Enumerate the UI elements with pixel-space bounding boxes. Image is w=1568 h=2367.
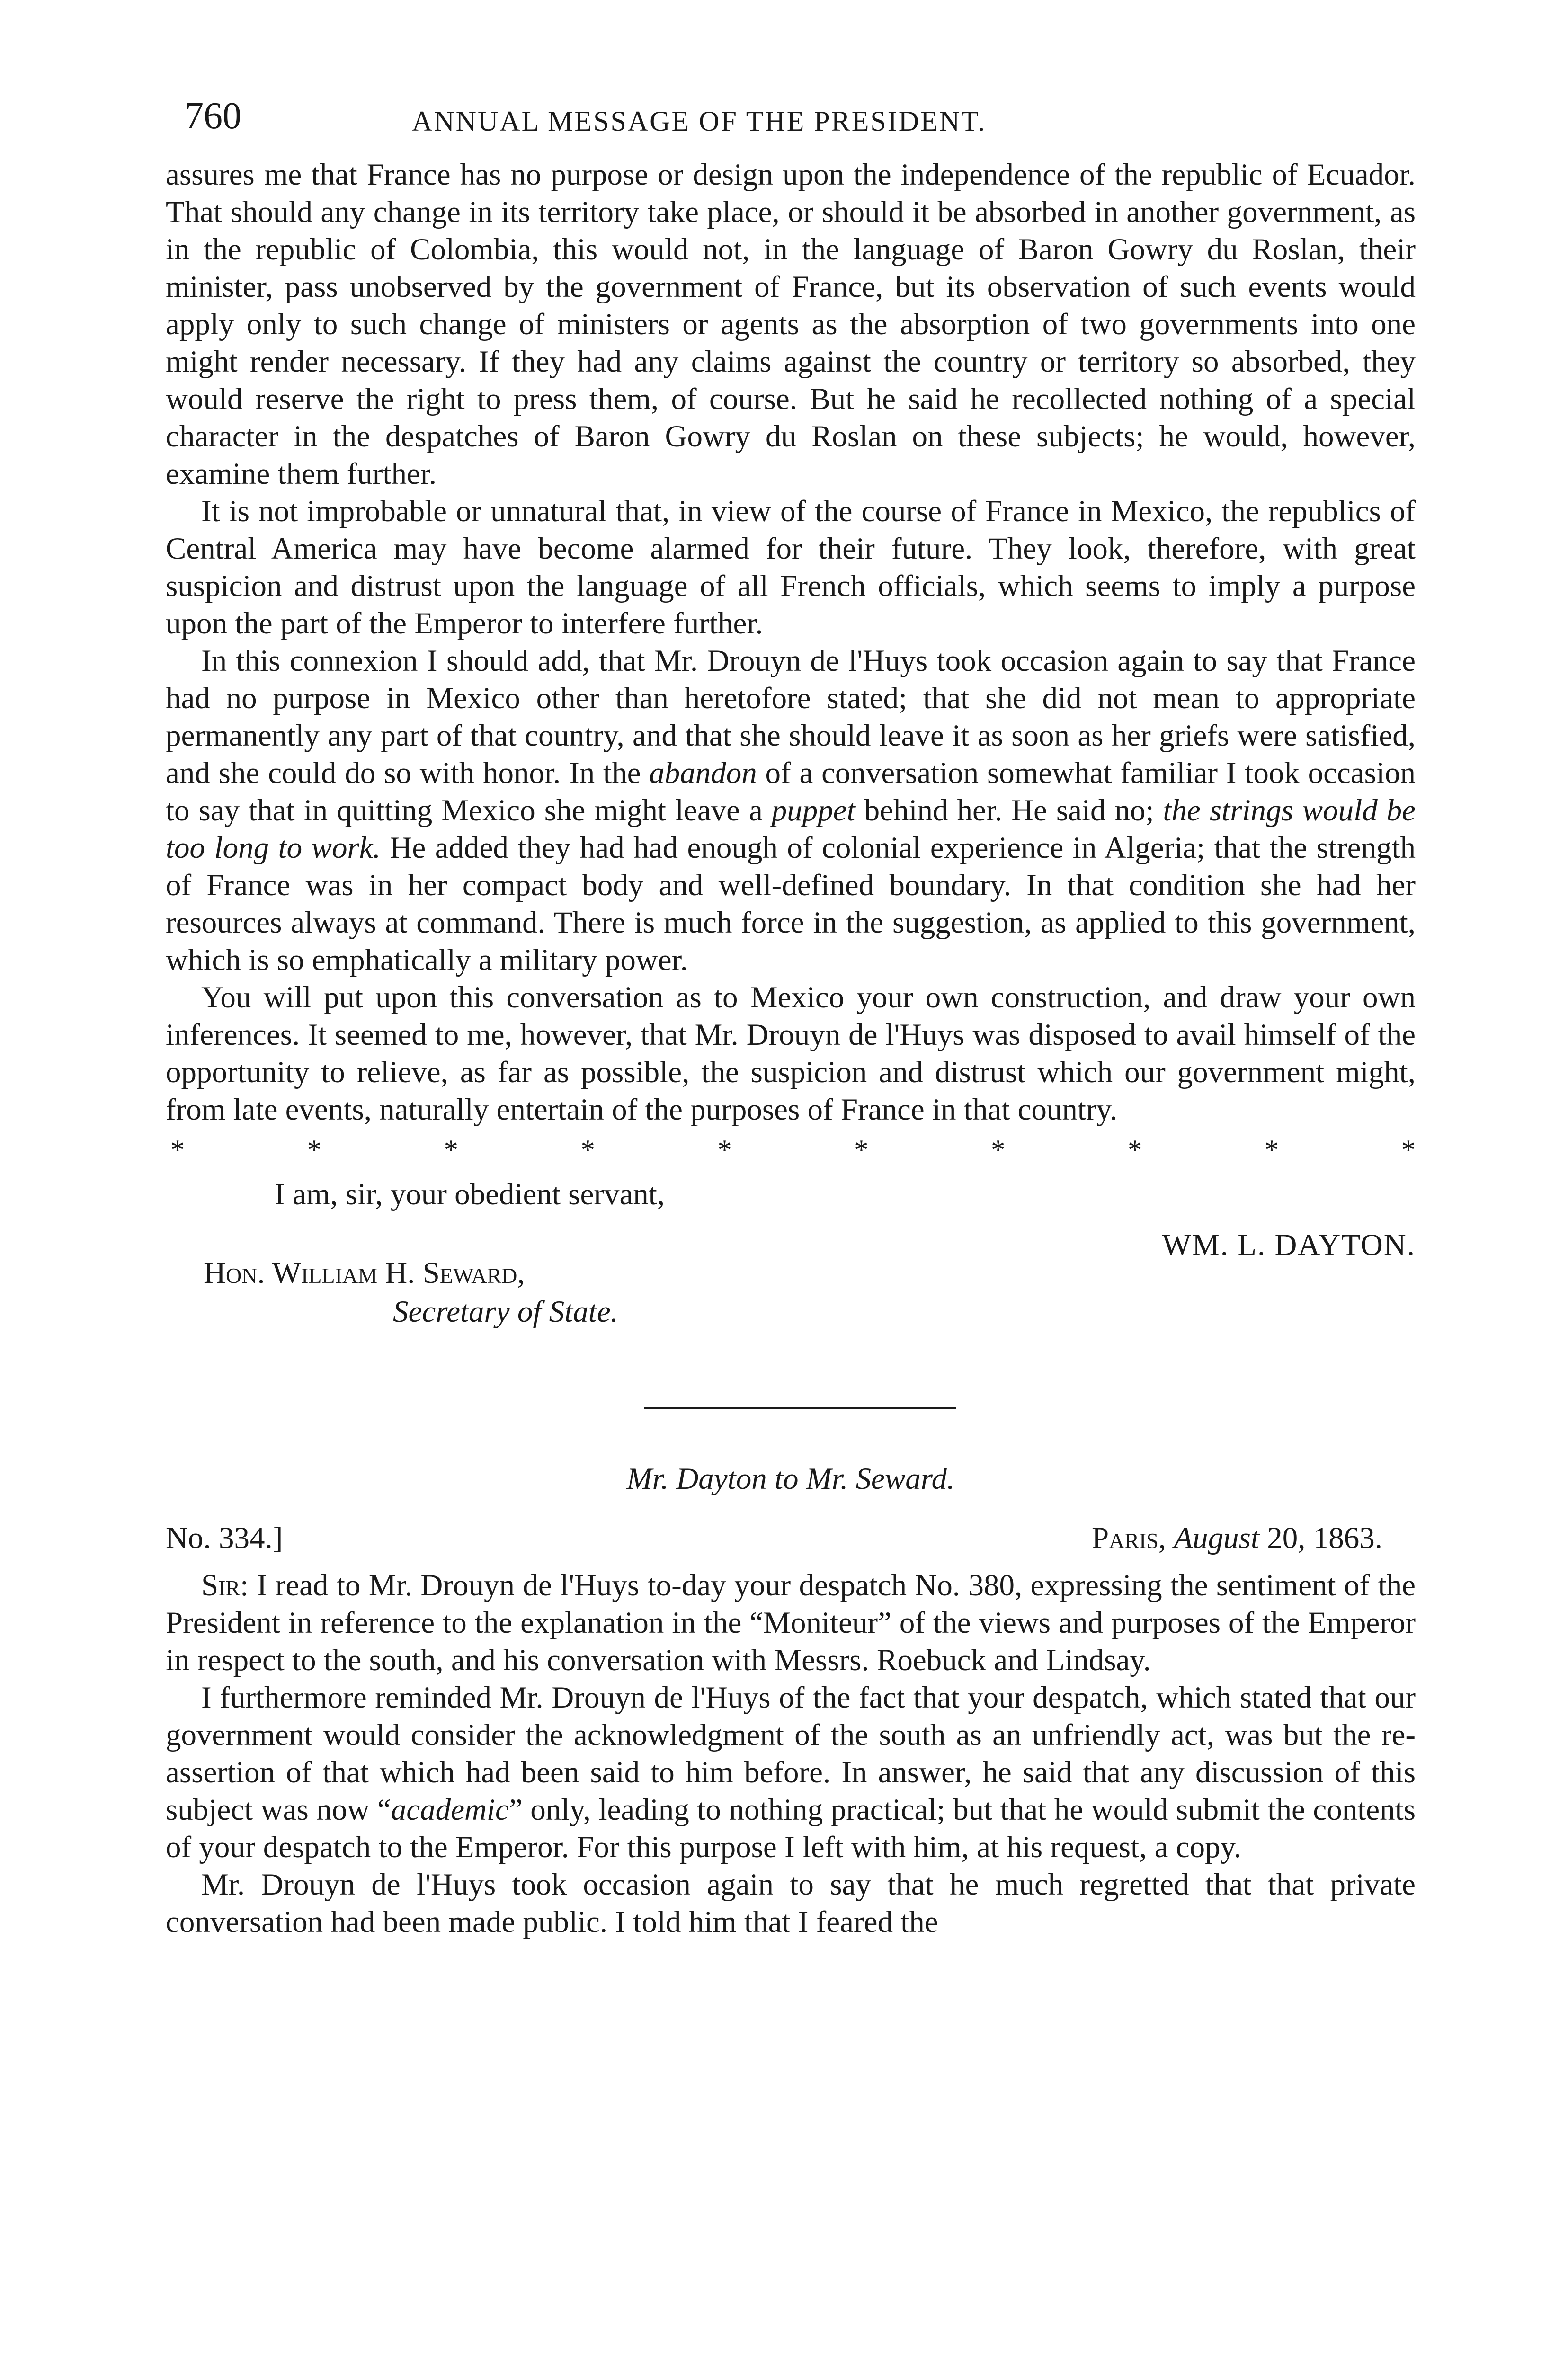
text-run: He added they had had enough of colonial experience in Algeria; that the strength of France was in her compact body and well-defined boundary. In that condition she had her resources always at command. There is much force in the suggestion, as applied to this government, which is so emphatically a military power.: [166, 831, 1416, 977]
paragraph: [166, 1679, 1416, 1866]
star: *: [717, 1134, 732, 1166]
place: Paris,: [1091, 1521, 1167, 1555]
star: *: [580, 1134, 595, 1166]
addressee-name: Hon. William H. Seward,: [204, 1256, 525, 1290]
paragraph: assures me that France has no purpose or design upon the independence of the republic of Ecuador. That should any change in its territory take place, or should it be absorbed in another government, as in the republic of Colombia, this would not, in the language of Baron Gowry du Roslan, their minister, pass unobserved by the government of France, but its observation of such events would apply only to such change of ministers or agents as the absorption of two governments into one might render necessary. If they had any claims against the country or territory so absorbed, they would reserve the right to press them, of course. But he said he recollected nothing of a special character in the despatches of Baron Gowry du Roslan on these subjects; he would, however, examine them further.: [166, 158, 1416, 491]
letter-body-continued: [166, 156, 1416, 1129]
paragraph: You will put upon this conversation as to Mexico your own construction, and draw your own inferences. It seemed to me, however, that Mr. Drouyn de l'Huys was disposed to avail himself of the opportunity to relieve, as far as possible, the suspicion and distrust which our government might, from late events, naturally entertain of the purposes of France in that country.: [166, 980, 1416, 1127]
italic-quote-strings: the strings would be too long to work.: [166, 793, 1416, 865]
italic-word-puppet: puppet: [771, 793, 855, 828]
addressee: [204, 1254, 1416, 1331]
star: *: [170, 1134, 185, 1166]
document-page: [166, 95, 1416, 1941]
paragraph: [166, 1567, 1416, 1679]
paragraph: It is not improbable or unnatural that, in view of the course of France in Mexico, the republics of Central America may have become alarmed for their future. They look, therefore, with great suspicion and distrust upon the language of all French officials, which seems to imply a purpose upon the part of the Emperor to interfere further.: [166, 494, 1416, 641]
text-run: ” only, leading to nothing practical; but that he would submit the contents of your despatch to the Emperor. For this purpose I left with him, at his request, a copy.: [166, 1793, 1416, 1864]
salutation: Sir:: [201, 1568, 249, 1602]
star: *: [444, 1134, 458, 1166]
star: *: [307, 1134, 321, 1166]
star: *: [991, 1134, 1006, 1166]
star: *: [1128, 1134, 1142, 1166]
letter-body: [166, 1567, 1416, 1941]
section-divider: [644, 1407, 956, 1409]
date-rest: 20, 1863.: [1267, 1521, 1382, 1555]
signature: WM. L. DAYTON.: [1162, 1228, 1416, 1262]
ellipsis-stars: [166, 1133, 1416, 1166]
text-run: In this connexion I should add, that Mr. Drouyn de l'Huys took occasion again to say that France had no purpose in Mexico other than heretofore stated; that she did not mean to appropriate permanently any part of that country, and that she should leave it as soon as her griefs were satisfied, and she could do so with honor. In the: [166, 644, 1416, 790]
letter-heading: Mr. Dayton to Mr. Seward.: [626, 1462, 955, 1496]
despatch-number: No. 334.]: [166, 1521, 283, 1555]
text-run: of a conversation somewhat familiar I took occasion to say that in quitting Mexico she might leave a: [166, 756, 1416, 828]
paragraph: Mr. Drouyn de l'Huys took occasion again to say that he much regretted that that private conversation had been made public. I told him that I feared the: [166, 1868, 1416, 1939]
date-month: August: [1174, 1521, 1259, 1555]
text-run: I furthermore reminded Mr. Drouyn de l'Huys of the fact that your despatch, which stated that our government would consider the acknowledgment of the south as an unfriendly act, was but the re-assertion of that which had been said to him before. In answer, he said that any discussion of this subject was now “: [166, 1681, 1416, 1827]
italic-word-academic: academic: [391, 1793, 509, 1827]
place-date: [1092, 1521, 1382, 1556]
dateline: [166, 1521, 1416, 1563]
star: *: [1265, 1134, 1279, 1166]
closing-line: I am, sir, your obedient servant,: [275, 1177, 665, 1211]
star: *: [1401, 1134, 1416, 1166]
text-run: behind her. He said no;: [855, 793, 1163, 828]
italic-word-abandon: abandon: [649, 756, 757, 790]
text-run: I read to Mr. Drouyn de l'Huys to-day your despatch No. 380, expressing the sentiment of the President in reference to the explanation in the “Moniteur” of the views and purposes of the Emperor in respect to the south, and his conversation with Messrs. Roebuck and Lindsay.: [166, 1568, 1416, 1677]
page-header: [166, 95, 1416, 156]
page-number: 760: [185, 95, 241, 137]
running-head: ANNUAL MESSAGE OF THE PRESIDENT.: [412, 106, 987, 137]
addressee-title: Secretary of State.: [393, 1295, 618, 1329]
paragraph: [166, 642, 1416, 979]
star: *: [854, 1134, 869, 1166]
